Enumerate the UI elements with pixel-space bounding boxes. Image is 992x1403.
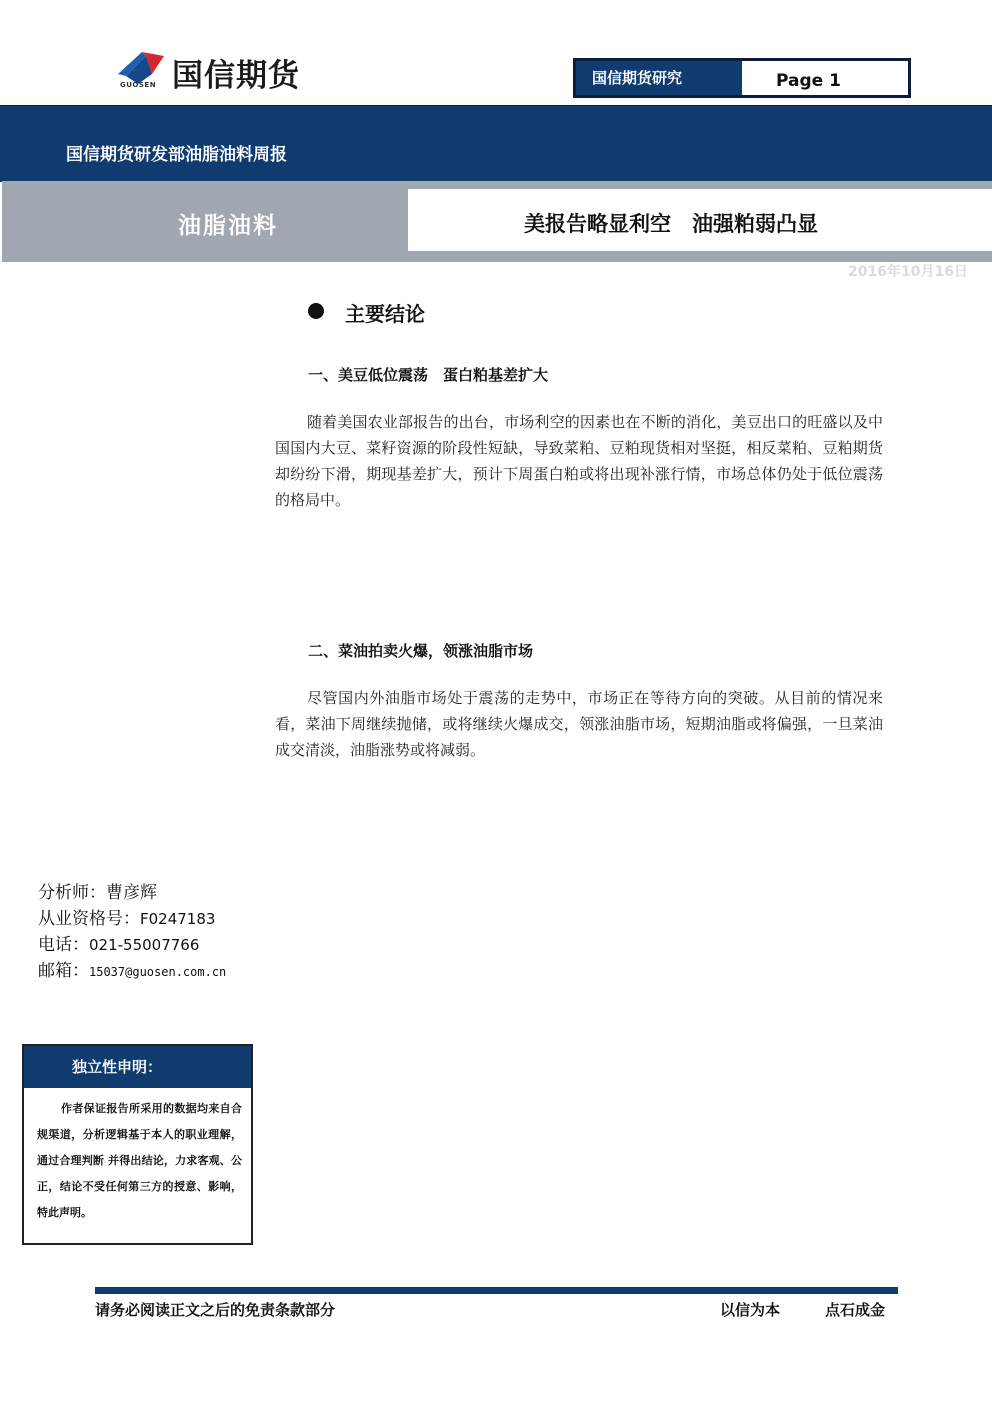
section-heading-2: 二、菜油拍卖火爆，领涨油脂市场 bbox=[308, 642, 534, 660]
independence-body: 作者保证报告所采用的数据均来自合规渠道，分析逻辑基于本人的职业理解，通过合理判断 并得出结论，力求客观、公正，结论不受任何第三方的授意、影响，特此声明。 bbox=[37, 1102, 242, 1219]
header-research-box bbox=[573, 58, 911, 98]
independence-title: 独立性申明： bbox=[24, 1046, 251, 1088]
analyst-name: 曹彦辉 bbox=[106, 883, 157, 903]
research-label: 国信期货研究 bbox=[576, 61, 742, 95]
logo-subtext: GUOSEN bbox=[120, 81, 157, 89]
section-body-1: 随着美国农业部报告的出台，市场利空的因素也在不断的消化，美豆出口的旺盛以及中国国内大豆、菜籽资源的阶段性短缺，导致菜粕、豆粕现货相对坚挺，相反菜粕、豆粕期货却纷纷下滑，期现基差扩大，预计下周蛋白粕或将出现补涨行情，市场总体仍处于低位震荡的格局中。 bbox=[275, 413, 883, 509]
independence-statement bbox=[22, 1044, 253, 1245]
company-logo bbox=[116, 48, 356, 96]
analyst-phone-row bbox=[38, 932, 226, 958]
footer-disclaimer: 请务必阅读正文之后的免责条款部分 bbox=[95, 1301, 336, 1319]
footer-bar bbox=[95, 1287, 898, 1294]
report-title-band bbox=[0, 105, 992, 182]
divider-top bbox=[408, 181, 992, 189]
page-number: Page 1 bbox=[776, 71, 841, 91]
analyst-phone: 021-55007766 bbox=[89, 936, 200, 954]
analyst-license-label: 从业资格号： bbox=[38, 909, 140, 929]
analyst-info bbox=[38, 880, 226, 984]
category-block bbox=[2, 181, 408, 262]
logo-text: 国信期货 bbox=[172, 58, 300, 94]
analyst-email: 15037@guosen.com.cn bbox=[89, 965, 227, 979]
analyst-email-label: 邮箱： bbox=[38, 961, 89, 981]
category-label: 油脂油料 bbox=[178, 212, 278, 239]
analyst-name-row bbox=[38, 880, 226, 906]
section-title: 主要结论 bbox=[345, 302, 425, 326]
section-heading-1: 一、美豆低位震荡 蛋白粕基差扩大 bbox=[308, 366, 549, 384]
bullet-icon bbox=[308, 303, 324, 319]
footer-motto-1: 以信为本 bbox=[720, 1301, 781, 1319]
report-title: 国信期货研发部油脂油料周报 bbox=[66, 145, 287, 165]
analyst-license: F0247183 bbox=[140, 910, 216, 928]
analyst-license-row bbox=[38, 906, 226, 932]
section-body-2: 尽管国内外油脂市场处于震荡的走势中，市场正在等待方向的突破。从目前的情况来看，菜油下周继续抛储，或将继续火爆成交，领涨油脂市场，短期油脂或将偏强，一旦菜油成交清淡，油脂涨势或将减弱。 bbox=[275, 689, 883, 759]
footer-motto-2: 点石成金 bbox=[825, 1301, 886, 1319]
report-headline: 美报告略显利空 油强粕弱凸显 bbox=[524, 211, 818, 236]
analyst-name-label: 分析师： bbox=[38, 883, 106, 903]
analyst-phone-label: 电话： bbox=[38, 935, 89, 955]
analyst-email-row bbox=[38, 958, 226, 984]
report-date: 2016年10月16日 bbox=[848, 264, 968, 280]
